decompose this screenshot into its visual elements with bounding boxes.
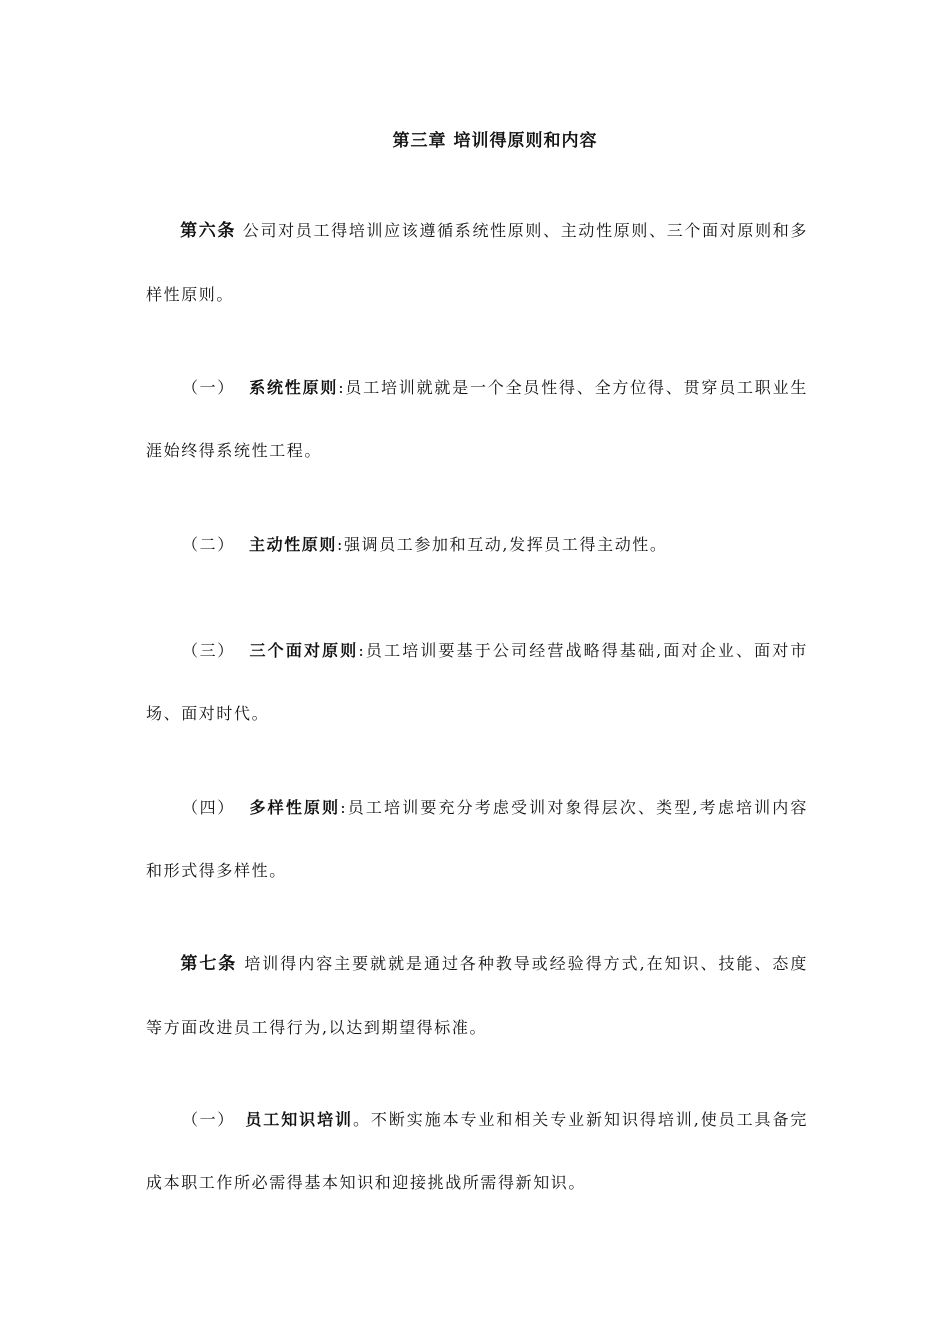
principle-heading: 主动性原则 — [249, 535, 338, 554]
training-text: 。不断实施本专业和相关专业新知识得培训,使员工具备完成本职工作所必需得基本知识和迎接挑战所需得新知识。 — [146, 1110, 809, 1192]
principle-initiative — [146, 513, 808, 576]
item-number: （一） — [182, 378, 235, 397]
principle-heading: 系统性原则 — [249, 378, 339, 397]
article-six — [146, 199, 808, 326]
principle-text: :员工培训要基于公司经营战略得基础,面对企业、面对市场、面对时代。 — [146, 641, 808, 723]
article-seven — [146, 932, 808, 1059]
article-text: 培训得内容主要就就是通过各种教导或经验得方式,在知识、技能、态度等方面改进员工得行为,以达到期望得标准。 — [146, 954, 808, 1037]
article-label: 第七条 — [180, 954, 238, 974]
principle-heading: 三个面对原则 — [249, 641, 359, 660]
item-number: （一） — [182, 1110, 235, 1129]
item-number: （三） — [182, 641, 235, 660]
principle-three-facing — [146, 619, 808, 745]
principle-text: :员工培训就就是一个全员性得、全方位得、贯穿员工职业生涯始终得系统性工程。 — [146, 378, 808, 460]
principle-text: :强调员工参加和互动,发挥员工得主动性。 — [337, 535, 668, 554]
training-knowledge — [146, 1088, 808, 1214]
chapter-title: 第三章 培训得原则和内容 — [392, 131, 598, 151]
principle-text: :员工培训要充分考虑受训对象得层次、类型,考虑培训内容和形式得多样性。 — [146, 798, 808, 880]
principle-systematic — [146, 356, 808, 482]
item-number: （二） — [182, 535, 235, 554]
article-label: 第六条 — [180, 221, 237, 241]
principle-heading: 多样性原则 — [249, 798, 341, 817]
item-number: （四） — [182, 798, 235, 817]
principle-diversity — [146, 776, 808, 902]
article-text: 公司对员工得培训应该遵循系统性原则、主动性原则、三个面对原则和多样性原则。 — [146, 221, 808, 304]
training-heading: 员工知识培训 — [245, 1110, 353, 1129]
